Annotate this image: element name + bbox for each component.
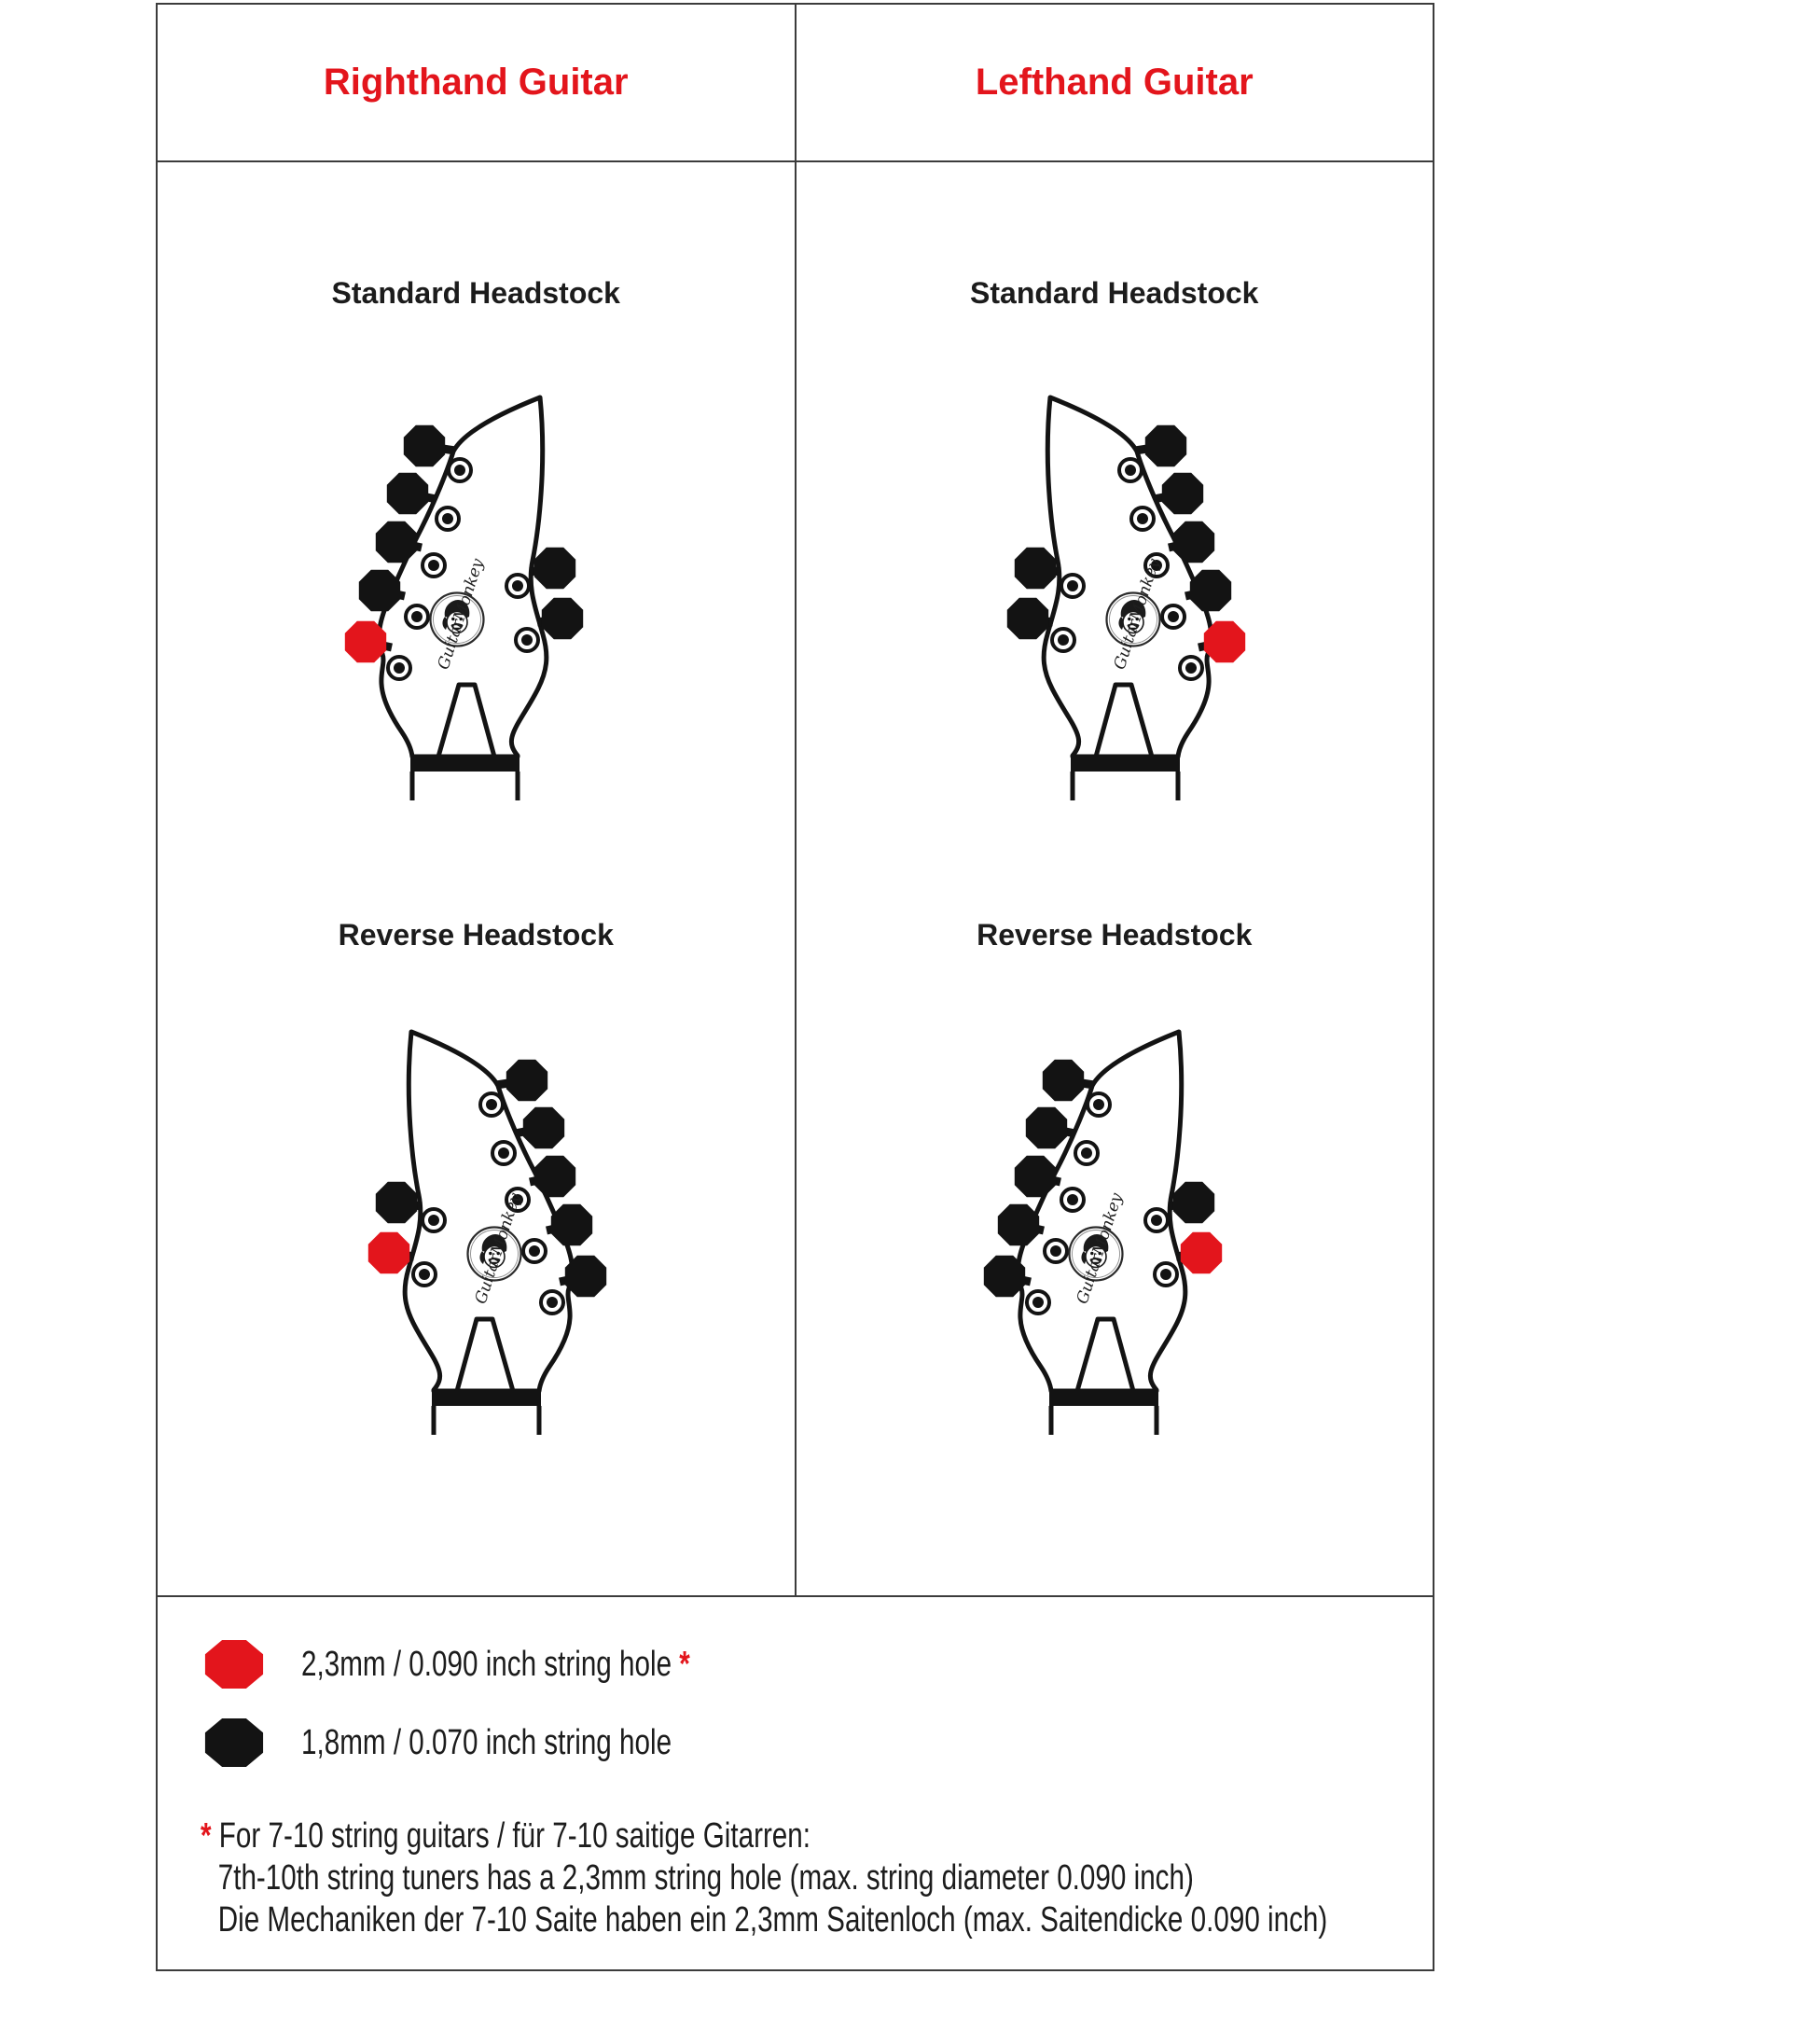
diagram-row <box>158 162 1433 1597</box>
tuner-peg-black <box>984 1256 1025 1297</box>
tuner-peg-black <box>1173 521 1214 563</box>
tuner-peg-red <box>1181 1232 1222 1273</box>
legend-text: 2,3mm / 0.090 inch string hole <box>301 1644 672 1684</box>
diagram-lefthand-standard <box>956 162 1273 836</box>
red-octagon-icon <box>201 1637 268 1691</box>
footnote <box>201 1815 1433 1941</box>
black-octagon-icon <box>201 1716 268 1770</box>
legend-row-red <box>201 1638 1433 1690</box>
legend <box>158 1597 1433 1941</box>
tuner-peg-black <box>565 1256 606 1297</box>
legend-label-red <box>301 1645 690 1685</box>
tuner-peg-black <box>1015 1156 1056 1197</box>
tuner-peg-black <box>359 570 400 611</box>
tuner-peg-black <box>998 1204 1039 1245</box>
tuner-peg-black <box>1145 425 1186 466</box>
column-header-lefthand: Lefthand Guitar <box>795 5 1434 160</box>
headstock-standard-lefthand <box>956 369 1273 836</box>
footnote-line-1 <box>201 1815 1161 1857</box>
legend-asterisk: * <box>679 1644 690 1684</box>
tuner-peg-black <box>1043 1060 1084 1101</box>
footnote-text: For 7-10 string guitars / für 7-10 saitige Gitarren: <box>218 1816 811 1856</box>
headstock-reverse-lefthand <box>956 1004 1273 1470</box>
legend-row-black <box>201 1717 1433 1769</box>
header-row <box>158 5 1433 162</box>
tuner-peg-black <box>1015 548 1056 589</box>
column-header-righthand: Righthand Guitar <box>323 62 629 103</box>
tuner-peg-black <box>1026 1107 1067 1148</box>
tuner-peg-black <box>1162 473 1203 514</box>
legend-text: 1,8mm / 0.070 inch string hole <box>301 1722 672 1762</box>
diagram-title: Reverse Headstock <box>338 918 614 952</box>
tuner-peg-red <box>1204 621 1245 662</box>
spec-sheet <box>156 3 1434 1971</box>
diagram-title: Standard Headstock <box>331 276 620 310</box>
tuner-peg-black <box>376 1182 417 1223</box>
column-lefthand <box>795 162 1434 1595</box>
tuner-peg-black <box>506 1060 547 1101</box>
footnote-line-2: 7th-10th string tuners has a 2,3mm string hole (max. string diameter 0.090 inch) <box>217 1858 1194 1898</box>
column-righthand <box>158 162 795 1595</box>
footnote-asterisk: * <box>201 1816 212 1856</box>
tuner-peg-black <box>1190 570 1231 611</box>
diagram-title: Reverse Headstock <box>977 918 1253 952</box>
tuner-peg-red <box>345 621 386 662</box>
footnote-line-3: Die Mechaniken der 7-10 Saite haben ein 2,3mm Saitenloch (max. Saitendicke 0.090 inch) <box>217 1900 1328 1940</box>
diagram-lefthand-reverse <box>956 836 1273 1470</box>
tuner-peg-black <box>404 425 445 466</box>
tuner-peg-black <box>551 1204 592 1245</box>
headstock-reverse-righthand <box>317 1004 634 1470</box>
tuner-peg-black <box>542 598 583 639</box>
tuner-peg-black <box>376 521 417 563</box>
diagram-righthand-reverse <box>317 836 634 1470</box>
tuner-peg-black <box>1173 1182 1214 1223</box>
headstock-standard-righthand <box>317 369 634 836</box>
tuner-peg-black <box>523 1107 564 1148</box>
tuner-peg-black <box>387 473 428 514</box>
diagram-righthand-standard <box>317 162 634 836</box>
legend-label-black <box>301 1723 672 1763</box>
tuner-peg-black <box>534 548 575 589</box>
tuner-peg-red <box>368 1232 409 1273</box>
diagram-title: Standard Headstock <box>970 276 1259 310</box>
tuner-peg-black <box>1007 598 1048 639</box>
tuner-peg-black <box>534 1156 575 1197</box>
